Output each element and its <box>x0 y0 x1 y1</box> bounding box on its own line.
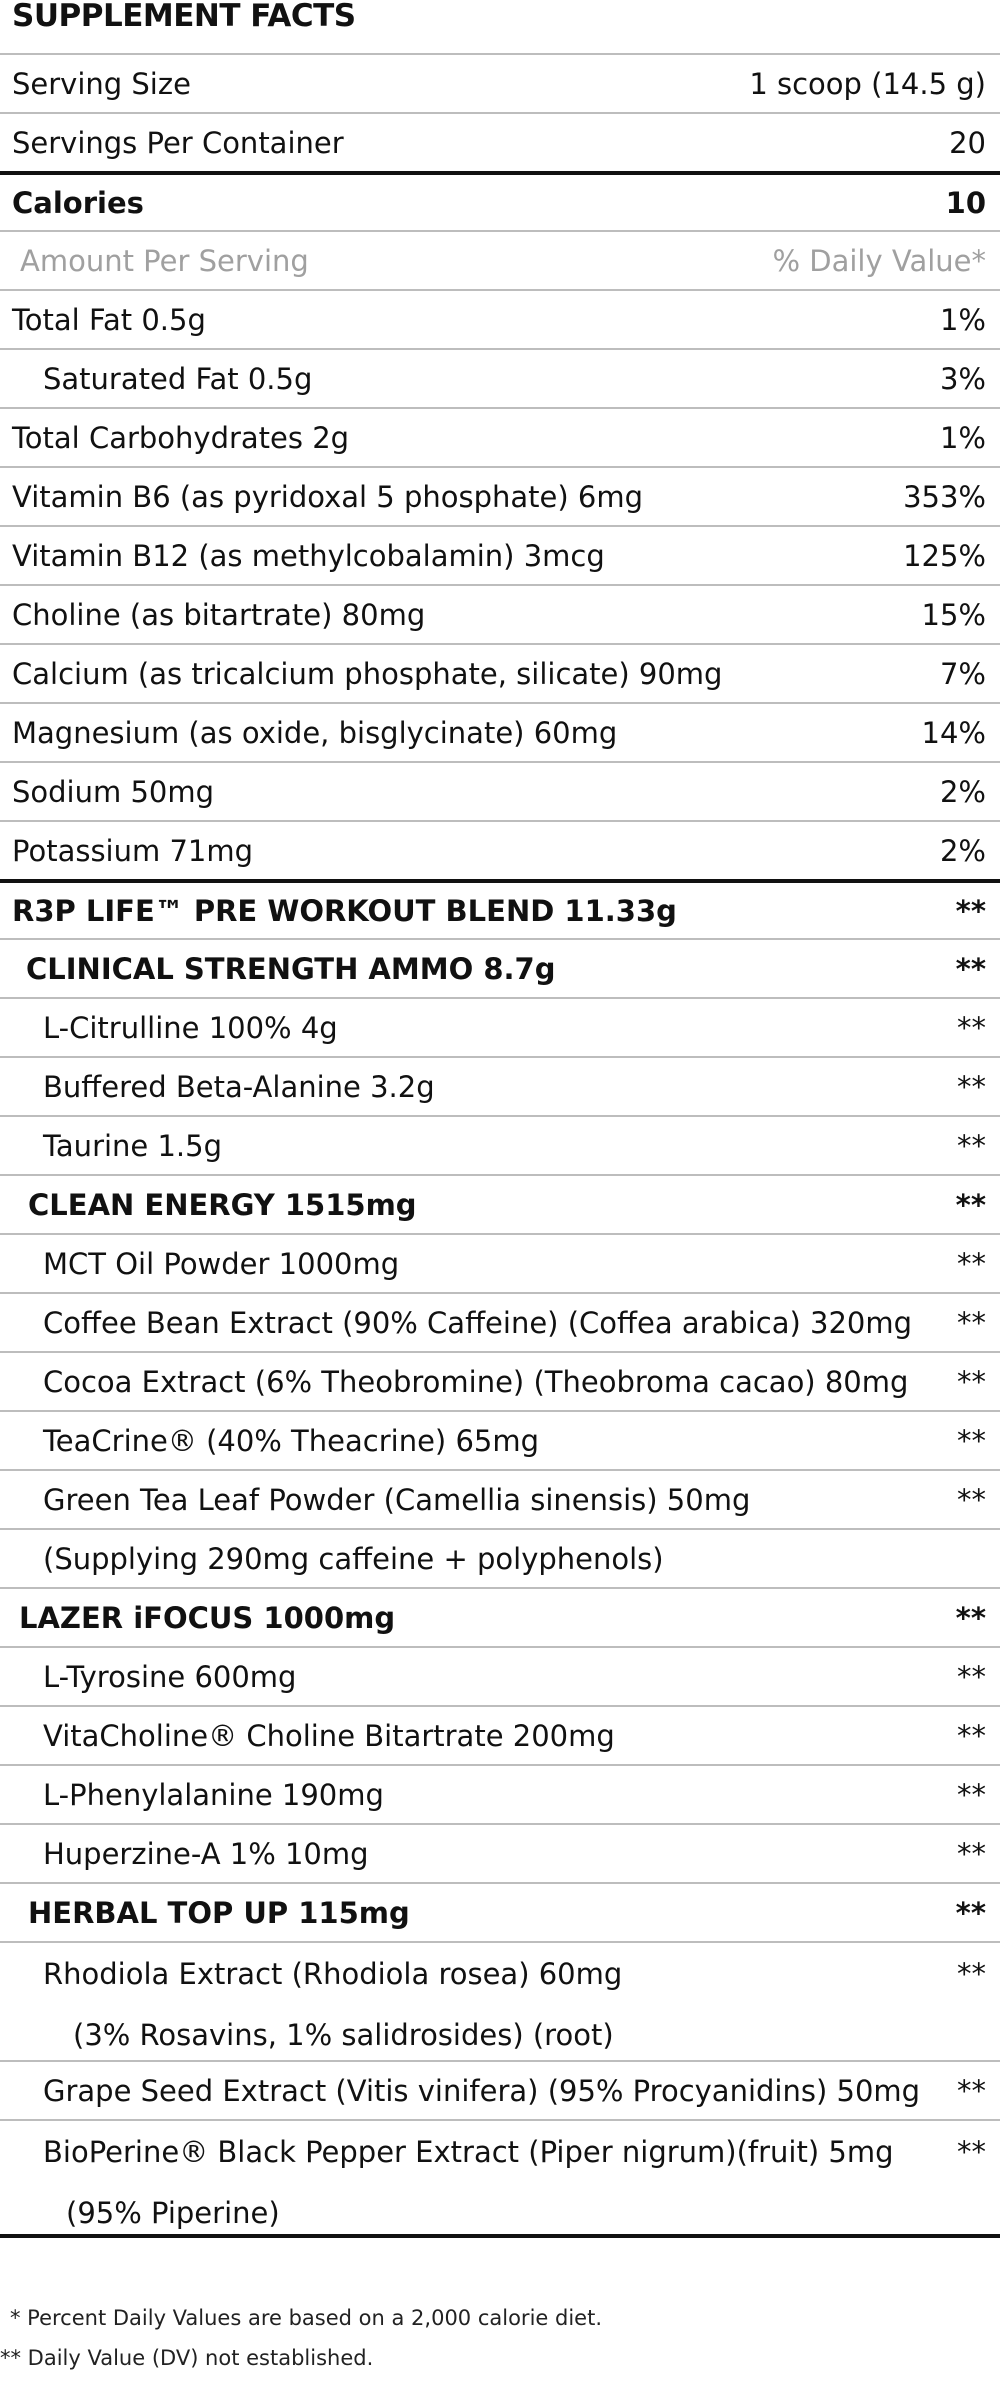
servings-per-container-row <box>0 112 1000 171</box>
ingredient-label: Huperzine-A 1% 10mg <box>43 1836 369 1871</box>
ingredient-dv: ** <box>957 1423 986 1458</box>
herbal-dv: ** <box>955 1895 986 1930</box>
servings-value: 20 <box>949 125 986 160</box>
ingredient-label: L-Citrulline 100% 4g <box>43 1010 338 1045</box>
nutrient-row <box>0 584 1000 643</box>
nutrient-row <box>0 702 1000 761</box>
ingredient-row <box>0 1410 1000 1469</box>
nutrient-label: Sodium 50mg <box>12 774 215 809</box>
ingredient-dv: ** <box>957 1128 986 1163</box>
nutrient-row <box>0 820 1000 879</box>
herbal-label: HERBAL TOP UP 115mg <box>28 1895 410 1930</box>
calories-label: Calories <box>12 185 144 220</box>
nutrient-label: Total Carbohydrates 2g <box>12 420 350 455</box>
ingredient-row <box>0 1056 1000 1115</box>
ingredient-row <box>0 1941 1000 2060</box>
ingredient-label: L-Phenylalanine 190mg <box>43 1777 384 1812</box>
ingredient-dv: ** <box>957 2073 986 2108</box>
ingredient-dv: ** <box>957 1069 986 1104</box>
ingredient-dv: ** <box>957 1482 986 1517</box>
servings-label: Servings Per Container <box>12 125 344 160</box>
ammo-dv: ** <box>955 951 986 986</box>
ingredient-label-group <box>0 2121 894 2230</box>
ingredient-label: Grape Seed Extract (Vitis vinifera) (95% Procyanidins) 50mg <box>43 2073 921 2108</box>
energy-dv: ** <box>955 1187 986 1222</box>
nutrient-label: Vitamin B6 (as pyridoxal 5 phosphate) 6mg <box>12 479 644 514</box>
sub-blend-row-ammo <box>0 938 1000 997</box>
ingredient-dv: ** <box>957 1957 986 1991</box>
caffeine-note-row <box>0 1528 1000 1587</box>
sub-blend-row-herbal <box>0 1882 1000 1941</box>
blend-dv: ** <box>955 893 986 928</box>
nutrient-dv: 3% <box>939 361 986 396</box>
ingredient-dv: ** <box>957 1777 986 1812</box>
nutrient-label: Total Fat 0.5g <box>12 302 206 337</box>
blend-row <box>0 879 1000 938</box>
nutrient-dv: 353% <box>903 479 986 514</box>
supplement-facts-title: SUPPLEMENT FACTS <box>12 0 356 34</box>
ingredient-label: TeaCrine® (40% Theacrine) 65mg <box>43 1423 540 1458</box>
energy-label: CLEAN ENERGY 1515mg <box>28 1187 417 1222</box>
ingredient-sublabel: (95% Piperine) <box>66 2196 280 2230</box>
nutrient-label: Potassium 71mg <box>12 833 254 868</box>
calories-row <box>0 171 1000 230</box>
ingredient-label: MCT Oil Powder 1000mg <box>43 1246 400 1281</box>
ingredient-row <box>0 1646 1000 1705</box>
ingredient-label-group <box>0 1943 622 2052</box>
ingredient-dv: ** <box>957 2135 986 2169</box>
ingredient-row <box>0 2060 1000 2119</box>
ingredient-label: VitaCholine® Choline Bitartrate 200mg <box>43 1718 615 1753</box>
ingredient-dv: ** <box>957 1718 986 1753</box>
ingredient-row <box>0 1705 1000 1764</box>
calories-value: 10 <box>945 185 986 220</box>
ingredient-row <box>0 1351 1000 1410</box>
amount-per-serving-label: Amount Per Serving <box>20 243 309 278</box>
ingredient-dv: ** <box>957 1246 986 1281</box>
nutrient-dv: 7% <box>939 656 986 691</box>
ingredient-row <box>0 1233 1000 1292</box>
nutrient-dv: 125% <box>903 538 986 573</box>
ingredient-row <box>0 1823 1000 1882</box>
serving-size-value: 1 scoop (14.5 g) <box>749 66 986 101</box>
nutrient-label: Choline (as bitartrate) 80mg <box>12 597 426 632</box>
nutrient-row <box>0 289 1000 348</box>
ingredient-label: Cocoa Extract (6% Theobromine) (Theobroma cacao) 80mg <box>43 1364 909 1399</box>
focus-label: LAZER iFOCUS 1000mg <box>19 1600 396 1635</box>
focus-dv: ** <box>955 1600 986 1635</box>
nutrient-row <box>0 525 1000 584</box>
nutrient-row <box>0 466 1000 525</box>
ingredient-dv: ** <box>957 1364 986 1399</box>
ammo-label: CLINICAL STRENGTH AMMO 8.7g <box>26 951 556 986</box>
ingredient-label: Buffered Beta-Alanine 3.2g <box>43 1069 435 1104</box>
ingredient-row <box>0 2119 1000 2238</box>
nutrient-dv: 14% <box>921 715 986 750</box>
nutrient-label: Saturated Fat 0.5g <box>43 361 313 396</box>
footnote-dv-not-established: ** Daily Value (DV) not established. <box>0 2346 374 2370</box>
nutrient-dv: 1% <box>939 420 986 455</box>
ingredient-dv: ** <box>957 1010 986 1045</box>
ingredient-label: Green Tea Leaf Powder (Camellia sinensis) 50mg <box>43 1482 751 1517</box>
ingredient-dv: ** <box>957 1659 986 1694</box>
serving-size-row <box>0 53 1000 112</box>
nutrient-label: Calcium (as tricalcium phosphate, silicate) 90mg <box>12 656 723 691</box>
nutrient-row <box>0 407 1000 466</box>
footnote-daily-values: * Percent Daily Values are based on a 2,000 calorie diet. <box>10 2306 602 2330</box>
nutrient-row <box>0 348 1000 407</box>
sub-blend-row-focus <box>0 1587 1000 1646</box>
nutrient-dv: 15% <box>921 597 986 632</box>
nutrient-dv: 2% <box>939 774 986 809</box>
ingredient-row <box>0 997 1000 1056</box>
amount-per-serving-row <box>0 230 1000 289</box>
ingredient-row <box>0 1115 1000 1174</box>
blend-label: R3P LIFE™ PRE WORKOUT BLEND 11.33g <box>12 893 677 928</box>
facts-table <box>0 53 1000 2238</box>
ingredient-label: Coffee Bean Extract (90% Caffeine) (Coffea arabica) 320mg <box>43 1305 913 1340</box>
ingredient-label: Taurine 1.5g <box>43 1128 223 1163</box>
nutrient-row <box>0 643 1000 702</box>
nutrient-label: Magnesium (as oxide, bisglycinate) 60mg <box>12 715 618 750</box>
nutrient-dv: 1% <box>939 302 986 337</box>
ingredient-row <box>0 1469 1000 1528</box>
nutrient-label: Vitamin B12 (as methylcobalamin) 3mcg <box>12 538 605 573</box>
ingredient-label: Rhodiola Extract (Rhodiola rosea) 60mg <box>43 1957 623 1991</box>
ingredient-label: BioPerine® Black Pepper Extract (Piper nigrum)(fruit) 5mg <box>43 2135 894 2169</box>
ingredient-dv: ** <box>957 1836 986 1871</box>
caffeine-note: (Supplying 290mg caffeine + polyphenols) <box>43 1541 664 1576</box>
sub-blend-row-energy <box>0 1174 1000 1233</box>
ingredient-label: L-Tyrosine 600mg <box>43 1659 297 1694</box>
nutrient-row <box>0 761 1000 820</box>
ingredient-row <box>0 1764 1000 1823</box>
serving-size-label: Serving Size <box>12 66 191 101</box>
daily-value-label: % Daily Value* <box>772 243 986 278</box>
nutrient-dv: 2% <box>939 833 986 868</box>
ingredient-sublabel: (3% Rosavins, 1% salidrosides) (root) <box>73 2018 614 2052</box>
ingredient-dv: ** <box>957 1305 986 1340</box>
ingredient-row <box>0 1292 1000 1351</box>
